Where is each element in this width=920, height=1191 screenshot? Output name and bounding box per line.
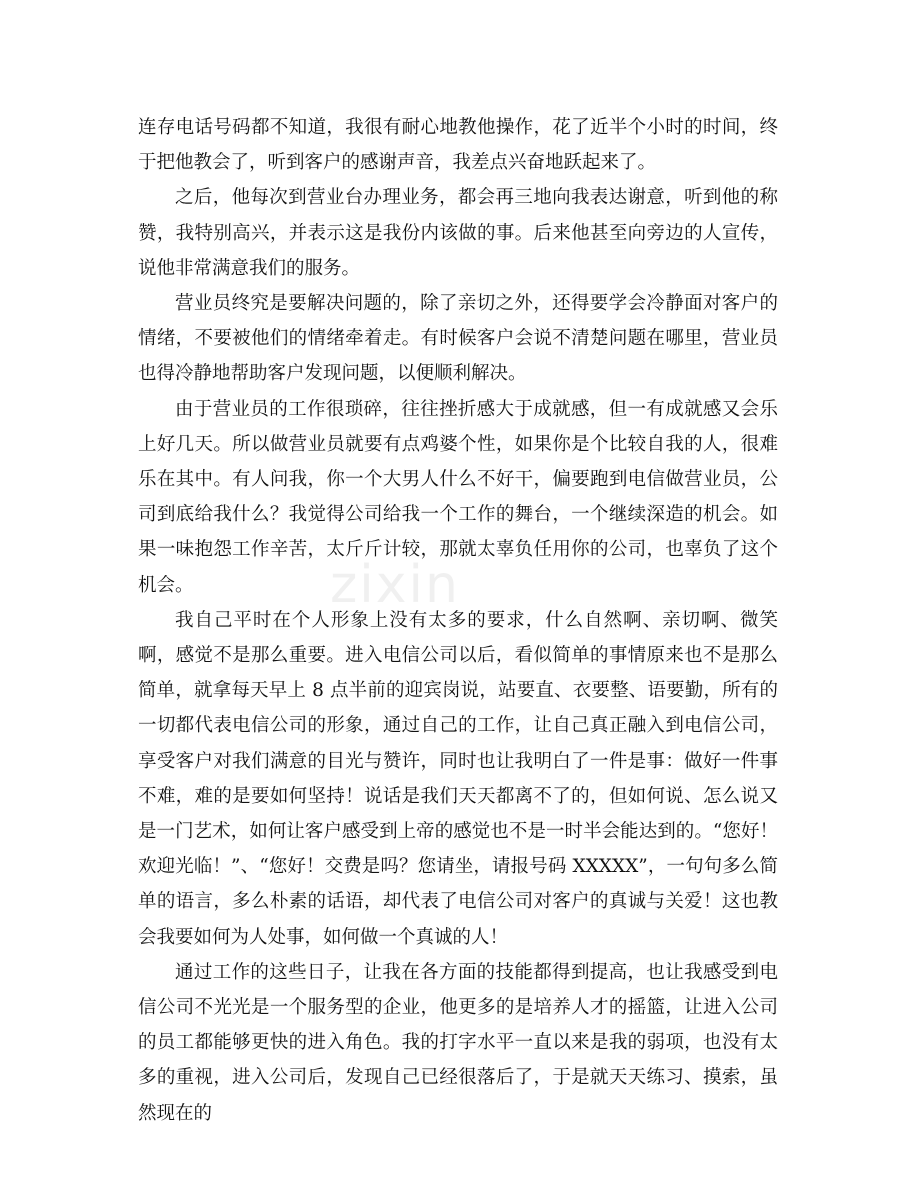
paragraph-1: 连存电话号码都不知道，我很有耐心地教他操作，花了近半个小时的时间，终于把他教会了，听到客户的感谢声音，我差点兴奋地跃起来了。: [138, 117, 778, 174]
paragraph-6: 通过工作的这些日子，让我在各方面的技能都得到提高，也让我感受到电信公司不光光是一个服务型的企业，他更多的是培养人才的摇篮，让进入公司的员工都能够更快的进入角色。我的打字水平一直以来是我的弱项，也没有太多的重视，进入公司后，发现自己已经很落后了，于是就天天练习、摸索，虽然现在的: [138, 961, 778, 1124]
paragraph-4: 由于营业员的工作很琐碎，往往挫折感大于成就感，但一有成就感又会乐上好几天。所以做营业员就要有点鸡婆个性，如果你是个比较自我的人，很难乐在其中。有人问我，你一个大男人什么不好干，偏要跑到电信做营业员，公司到底给我什么？我觉得公司给我一个工作的舞台，一个继续深造的机会。如果一味抱怨工作辛苦，太斤斤计较，那就太辜负任用你的公司，也辜负了这个机会。: [138, 398, 778, 596]
watermark: zixin: [330, 555, 460, 615]
paragraph-5: 我自己平时在个人形象上没有太多的要求，什么自然啊、亲切啊、微笑啊，感觉不是那么重要。进入电信公司以后，看似简单的事情原来也不是那么简单，就拿每天早上 8 点半前的迎宾岗说，站要直、衣要整、语要勤，所有的一切都代表电信公司的形象，通过自己的工作，让自己真正融入到电信公司，享受客户对我们满意的目光与赞许，同时也让我明白了一件是事：做好一件事不难，难的是要如何坚持！说话是我们天天都离不了的，但如何说、怎么说又是一门艺术，如何让客户感受到上帝的感觉也不是一时半会能达到的。“您好！欢迎光临！”、“您好！交费是吗？您请坐，请报号码 XXXXX”，一句句多么简单的语言，多么朴素的话语，却代表了电信公司对客户的真诚与关爱！这也教会我要如何为人处事，如何做一个真诚的人！: [138, 609, 778, 948]
paragraph-2: 之后，他每次到营业台办理业务，都会再三地向我表达谢意，听到他的称赞，我特别高兴，并表示这是我份内该做的事。后来他甚至向旁边的人宣传，说他非常满意我们的服务。: [138, 187, 778, 279]
document-body: [138, 110, 778, 1131]
paragraph-3: 营业员终究是要解决问题的，除了亲切之外，还得要学会冷静面对客户的情绪，不要被他们的情绪牵着走。有时候客户会说不清楚问题在哪里，营业员也得冷静地帮助客户发现问题，以便顺利解决。: [138, 293, 778, 385]
